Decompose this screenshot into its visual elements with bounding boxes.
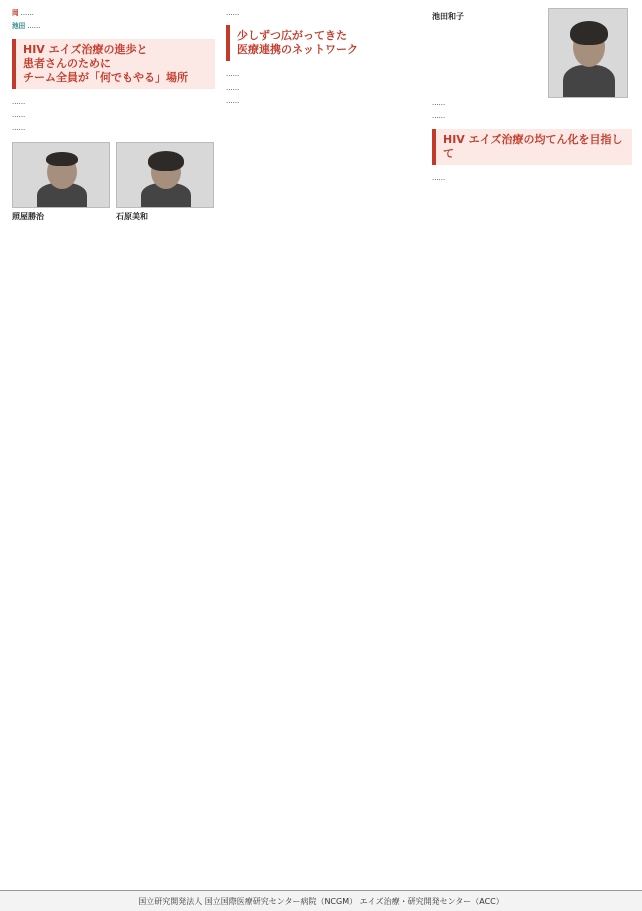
column-right	[432, 8, 632, 186]
body-paragraph: ……	[226, 96, 240, 105]
section-heading-line: HIV エイズ治療の進歩と	[23, 42, 148, 56]
portrait-row	[12, 142, 215, 222]
section-heading-hiv-progress	[12, 39, 215, 89]
column-left	[12, 8, 215, 222]
portrait-block	[12, 142, 110, 222]
speaker-label: 岡	[12, 9, 19, 17]
column-middle	[226, 8, 422, 109]
body-paragraph: ……	[12, 110, 26, 119]
section-heading-equalization	[432, 129, 632, 165]
body-paragraph: 池田 ……	[12, 22, 41, 31]
body-paragraph: ……	[226, 70, 240, 79]
portrait-photo	[12, 142, 110, 208]
body-paragraph: ……	[226, 83, 240, 92]
body-paragraph: ……	[226, 9, 240, 17]
body-paragraph: 岡 ……	[12, 9, 34, 17]
section-heading-line: チーム全員が「何でもやる」場所	[23, 70, 188, 84]
body-paragraph: ……	[432, 112, 446, 121]
portrait-block	[116, 142, 214, 222]
body-paragraph: ……	[12, 124, 26, 133]
page-footer: 国立研究開発法人 国立国際医療研究センター病院（NCGM） エイズ治療・研究開発センター（ACC）	[0, 890, 642, 911]
section-heading-network	[226, 25, 422, 61]
portrait-photo	[548, 8, 628, 98]
portrait-photo	[116, 142, 214, 208]
body-paragraph: ……	[12, 97, 26, 106]
portrait-name: 照屋勝治	[12, 212, 44, 222]
speaker-label: 池田	[12, 22, 26, 31]
body-paragraph: ……	[432, 99, 446, 107]
section-heading-line: 少しずつ広がってきた	[237, 29, 347, 43]
body-paragraph: ……	[432, 173, 446, 182]
section-heading-line: 患者さんのために	[23, 56, 111, 70]
portrait-caption	[432, 8, 542, 98]
portrait-name: 池田和子	[432, 12, 464, 21]
section-heading-line: 医療連携のネットワーク	[237, 43, 358, 57]
section-heading-line: HIV エイズ治療の均てん化を目指して	[443, 132, 623, 160]
portrait-block-top	[432, 8, 632, 98]
portrait-name: 石原美和	[116, 212, 148, 222]
